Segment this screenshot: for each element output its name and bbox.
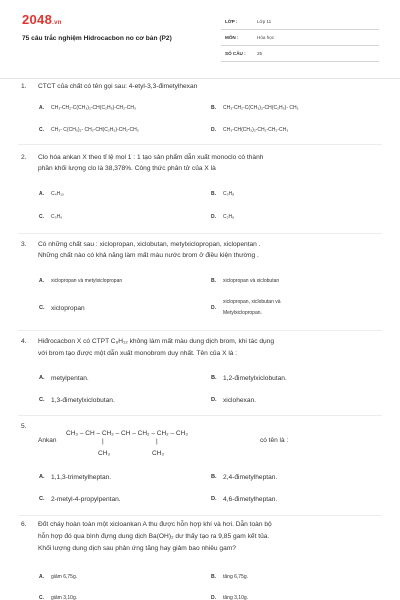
option-letter: B.	[211, 574, 216, 580]
structural-formula-chain: CH₃ – CH – CH₂ – CH – CH₂ – CH₂ – CH₃	[66, 430, 188, 437]
branch-methyl-2: CH₃	[152, 450, 165, 457]
question-divider	[18, 330, 382, 331]
option-text: 1,3-đimetylxiclobutan.	[51, 397, 115, 404]
page-title: 75 câu trắc nghiệm Hidrocacbon no cơ bản (P2)	[22, 35, 172, 42]
question-text-line-2: với brom tạo được một dẫn xuất monobrom duy nhất. Tên của X là :	[38, 350, 238, 357]
option-text: 4,6-đimetylheptan.	[223, 496, 278, 503]
question-text-line-1: Có những chất sau : xiclopropan, xiclobutan, metylxiclopropan, xiclopentan .	[38, 241, 261, 248]
question-text-line-3: Khối lượng dung dịch sau phản ứng tăng hay giảm bao nhiêu gam?	[38, 545, 236, 552]
option-text: tăng 6,75g.	[223, 574, 249, 580]
option-text: giảm 6,75g.	[51, 574, 78, 580]
question-text-line-1: Clo hóa ankan X theo tỉ lệ mol 1 : 1 tạo sản phẩm dẫn xuất monoclo có thành	[38, 154, 264, 161]
branch-methyl-1: CH₃	[98, 450, 111, 457]
option-letter: D.	[211, 214, 216, 220]
option-letter: A.	[39, 574, 44, 580]
meta-row-class	[221, 14, 379, 30]
option-text-line-1: xiclopropan, xiclobutan và	[223, 299, 281, 305]
question-number: 3.	[21, 241, 27, 248]
option-letter: D.	[211, 496, 217, 502]
meta-value: 25	[257, 51, 263, 56]
branch-bond: |	[156, 438, 158, 445]
meta-value: Lớp 11	[257, 19, 272, 24]
option-text: tăng 3,10g.	[223, 595, 249, 600]
option-letter: A.	[39, 474, 45, 480]
question-divider	[18, 233, 382, 234]
option-letter: C.	[39, 496, 45, 502]
question-text-line-2: phần khối lượng clo là 38,378%. Công thức phân tử của X là	[38, 165, 216, 172]
option-letter: B.	[211, 105, 216, 111]
question-number: 1.	[21, 83, 27, 90]
question-divider	[18, 144, 382, 145]
meta-row-count	[221, 46, 379, 62]
option-text: CH₃-CH₂-C(CH₃)₂-CH(C₂H₅)-CH₂-CH₃	[51, 105, 137, 111]
option-letter: D.	[211, 397, 217, 403]
question-text: CTCT của chất có tên gọi sau: 4-etyl-3,3-đimetylhexan	[38, 83, 198, 90]
option-text: 2-metyl-4-propylpentan.	[51, 496, 121, 503]
option-letter: C.	[39, 127, 44, 133]
formula-suffix: có tên là :	[260, 437, 289, 444]
option-text: CH₃-CH₂-C(CH₃)₂-CH(C₂H₅)- CH₃	[223, 105, 299, 111]
option-letter: D.	[211, 595, 216, 600]
option-letter: C.	[39, 214, 44, 220]
option-text: xiclopropan và xiclobutan	[223, 278, 280, 284]
branch-bond: |	[102, 438, 104, 445]
question-divider	[18, 515, 382, 516]
option-letter: A.	[39, 191, 44, 197]
option-text: C₂H₆	[223, 214, 235, 220]
meta-key: LỚP :	[225, 19, 238, 24]
question-number: 2.	[21, 154, 27, 161]
meta-value: Hóa học	[257, 35, 275, 40]
option-text: C₃H₆	[51, 214, 63, 220]
meta-table	[221, 14, 379, 62]
option-letter: B.	[211, 191, 216, 197]
option-letter: A.	[39, 278, 44, 284]
document-header	[0, 0, 400, 75]
meta-key: SỐ CÂU :	[225, 51, 246, 56]
option-letter: C.	[39, 397, 45, 403]
question-number: 6.	[21, 521, 27, 528]
option-letter: A.	[39, 375, 45, 381]
option-letter: C.	[39, 305, 45, 311]
option-text: xiclohexan.	[223, 397, 256, 404]
header-divider	[0, 78, 400, 79]
option-letter: B.	[211, 474, 217, 480]
option-text: 1,2-đimetylxiclobutan.	[223, 375, 287, 382]
question-number: 4.	[21, 338, 27, 345]
option-text: xiclopropan và metylxiclopropan	[51, 278, 123, 284]
meta-key: MÔN :	[225, 35, 239, 40]
option-letter: A.	[39, 105, 44, 111]
option-letter: C.	[39, 595, 44, 600]
question-text-line-1: Hiđrocacbon X có CTPT C₆H₁₂ không làm mất màu dung dịch brom, khi tác dụng	[38, 338, 275, 345]
option-text: 1,1,3-trimetylheptan.	[51, 474, 112, 481]
option-letter: B.	[211, 375, 217, 381]
option-text: metylpentan.	[51, 375, 89, 382]
logo-text: 2048	[22, 12, 53, 27]
option-text: C₄H₁₀	[51, 191, 65, 197]
meta-row-subject	[221, 30, 379, 46]
option-letter: B.	[211, 278, 216, 284]
logo-suffix: .vn	[52, 20, 62, 26]
option-text: 2,4-đimetylheptan.	[223, 474, 278, 481]
option-text: xiclopropan	[51, 305, 85, 312]
option-text: CH₃- C(CH₃)₂- CH₂-CH(C₂H₅)-CH₂-CH₃	[51, 127, 139, 133]
site-logo[interactable]	[22, 12, 62, 27]
option-letter: D.	[211, 305, 216, 311]
question-text-line-2: Những chất nào có khả năng làm mất màu nước brom ở điều kiện thường .	[38, 252, 259, 259]
option-text: C₃H₈	[223, 191, 235, 197]
question-number: 5.	[21, 423, 27, 430]
option-text: CH₃-CH(CH₃)₂-CH₂-CH₂-CH₃	[223, 127, 289, 133]
formula-prefix: Ankan	[38, 437, 57, 444]
option-text: giảm 3,10g.	[51, 595, 78, 600]
question-text-line-1: Đốt cháy hoàn toàn một xicloankan A thu được hỗn hợp khí và hơi. Dẫn toàn bộ	[38, 521, 272, 528]
question-text-line-2: hỗn hợp đó qua bình đựng dung dịch Ba(OH)₂ dư thấy tạo ra 9,85 gam kết tủa.	[38, 533, 270, 540]
option-text-line-2: Metylxiclopropan.	[223, 310, 262, 316]
option-letter: D.	[211, 127, 216, 133]
question-divider	[18, 415, 382, 416]
